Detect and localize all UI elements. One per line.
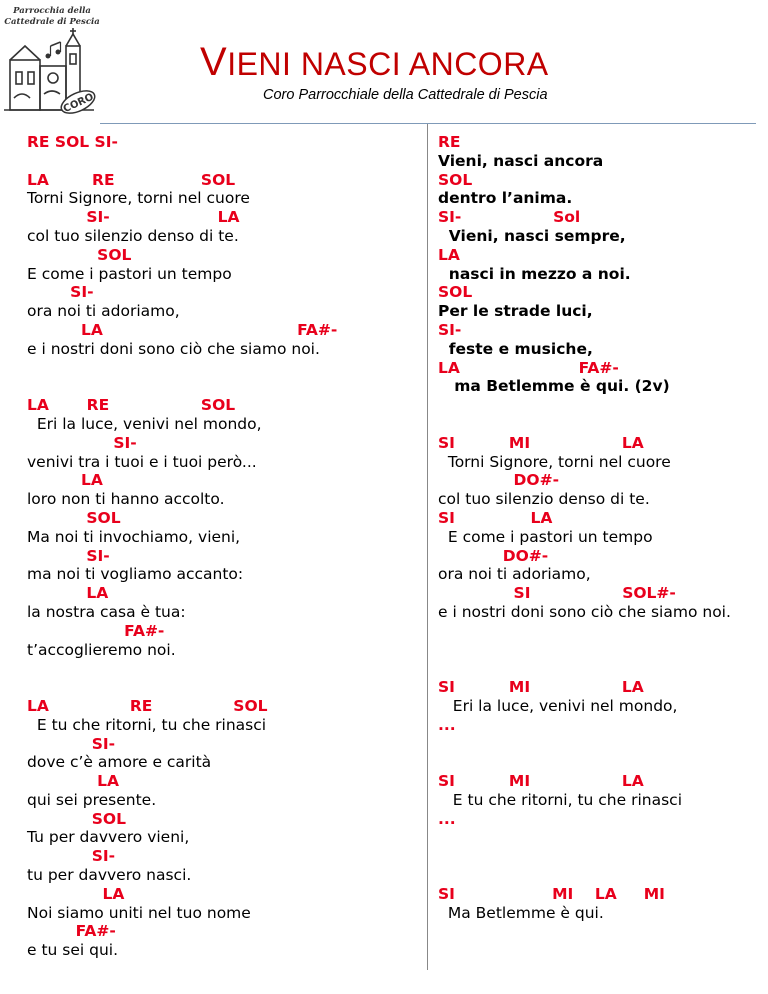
lyric-line: feste e musiche, [438, 339, 593, 358]
lyric-line: E tu che ritorni, tu che rinasci [27, 715, 267, 734]
lyric-line: Eri la luce, venivi nel mondo, [27, 414, 262, 433]
chord-line: SOL [27, 508, 121, 527]
lyric-line: Ma Betlemme è qui. [438, 903, 604, 922]
parish-choir-logo [2, 2, 102, 122]
chord-line: FA#- [27, 621, 165, 640]
chorus [438, 133, 758, 396]
verse-2 [27, 396, 419, 659]
lyric-line: Vieni, nasci ancora [438, 151, 604, 170]
right-column [438, 133, 758, 922]
chord-line: SI- Sol [438, 208, 581, 227]
chord-line: LA [27, 471, 103, 490]
lyric-line: venivi tra i tuoi e i tuoi però... [27, 452, 257, 471]
logo-badge: CORO [61, 91, 96, 116]
lyric-line: ma Betlemme è qui. (2v) [438, 377, 670, 396]
chord-line: FA#- [27, 922, 116, 941]
lyric-line: dentro l’anima. [438, 189, 573, 208]
chord-line: DO#- [438, 471, 560, 490]
chord-line: LA FA#- [27, 320, 338, 339]
verse-4 [438, 434, 758, 622]
lyric-line: E come i pastori un tempo [438, 527, 653, 546]
chord-line: SI- LA [27, 208, 240, 227]
lyric-line: E come i pastori un tempo [27, 264, 232, 283]
verse-3 [27, 697, 419, 960]
chord-line: SI MI LA [438, 433, 644, 452]
chord-line: LA [27, 772, 120, 791]
chord-line: LA FA#- [438, 358, 619, 377]
chord-line: SI LA [438, 508, 553, 527]
lyric-line: col tuo silenzio denso di te. [438, 490, 650, 509]
song-subtitle: Coro Parrocchiale della Cattedrale di Pescia [263, 87, 548, 103]
lyric-line: t’accoglieremo noi. [27, 640, 176, 659]
cathedral-logo-icon [2, 2, 102, 122]
chord-line: SI MI LA [438, 772, 644, 791]
lyric-line: e i nostri doni sono ciò che siamo noi. [27, 339, 320, 358]
logo-text-line2: Cattedrale di Pescia [4, 17, 100, 27]
lyric-line: Torni Signore, torni nel cuore [27, 189, 250, 208]
chord-line: LA RE SOL [27, 396, 236, 415]
lyric-line: Noi siamo uniti nel tuo nome [27, 903, 251, 922]
chord-line: DO#- [438, 546, 549, 565]
chord-line: SI SOL#- [438, 584, 676, 603]
chord-line: LA [27, 884, 125, 903]
lyric-line: nasci in mezzo a noi. [438, 264, 631, 283]
lyric-line: Ma noi ti invochiamo, vieni, [27, 527, 241, 546]
verse-5 [438, 678, 758, 734]
column-divider [427, 124, 428, 970]
lyric-line: e tu sei qui. [27, 941, 119, 960]
lyric-line: E tu che ritorni, tu che rinasci [438, 790, 683, 809]
lyric-line: Vieni, nasci sempre, [438, 226, 626, 245]
chord-line: LA RE SOL [27, 170, 236, 189]
chord-line: SOL [27, 809, 126, 828]
chord-line: SI- [27, 734, 116, 753]
verse-1 [27, 171, 419, 359]
chord-line: SI MI LA [438, 678, 644, 697]
lyric-line: la nostra casa è tua: [27, 602, 186, 621]
lyric-line: Torni Signore, torni nel cuore [438, 452, 671, 471]
intro-chords: RE SOL SI- [27, 133, 118, 151]
title-initial: V [200, 40, 228, 84]
lyric-line: dove c’è amore e carità [27, 753, 212, 772]
lyric-line: ma noi ti vogliamo accanto: [27, 565, 244, 584]
ellipsis: ... [438, 715, 456, 734]
chord-line: SI- [27, 283, 94, 302]
lyric-line: col tuo silenzio denso di te. [27, 226, 239, 245]
chord-line: SI MI LA MI [438, 884, 665, 903]
chord-line: SI- [27, 546, 110, 565]
chord-line: RE [438, 133, 461, 151]
chord-line: LA [438, 245, 460, 264]
logo-text-line1: Parrocchia della [13, 6, 91, 16]
song-title [200, 40, 549, 85]
lyric-line: loro non ti hanno accolto. [27, 490, 225, 509]
lyric-line: tu per davvero nasci. [27, 866, 192, 885]
left-column [27, 133, 419, 960]
lyric-line: Eri la luce, venivi nel mondo, [438, 696, 678, 715]
chord-line: SOL [438, 283, 473, 302]
lyric-line: Per le strade luci, [438, 302, 593, 321]
lyric-line: e i nostri doni sono ciò che siamo noi. [438, 602, 731, 621]
lyric-line: qui sei presente. [27, 790, 157, 809]
chord-line: SI- [27, 847, 116, 866]
chord-line: SOL [438, 170, 473, 189]
verse-6 [438, 772, 758, 828]
lyric-line: ora noi ti adoriamo, [438, 565, 591, 584]
chord-line: LA [27, 584, 109, 603]
lyric-line: ora noi ti adoriamo, [27, 302, 180, 321]
lyric-line: Tu per davvero vieni, [27, 828, 190, 847]
ellipsis: ... [438, 809, 456, 828]
chord-line: LA RE SOL [27, 696, 268, 715]
chord-line: SOL [27, 245, 132, 264]
verse-7 [438, 885, 758, 923]
title-rest: IENI NASCI ANCORA [227, 46, 549, 82]
header-rule [100, 123, 756, 124]
chord-line: SI- [438, 320, 462, 339]
chord-line: SI- [27, 433, 137, 452]
